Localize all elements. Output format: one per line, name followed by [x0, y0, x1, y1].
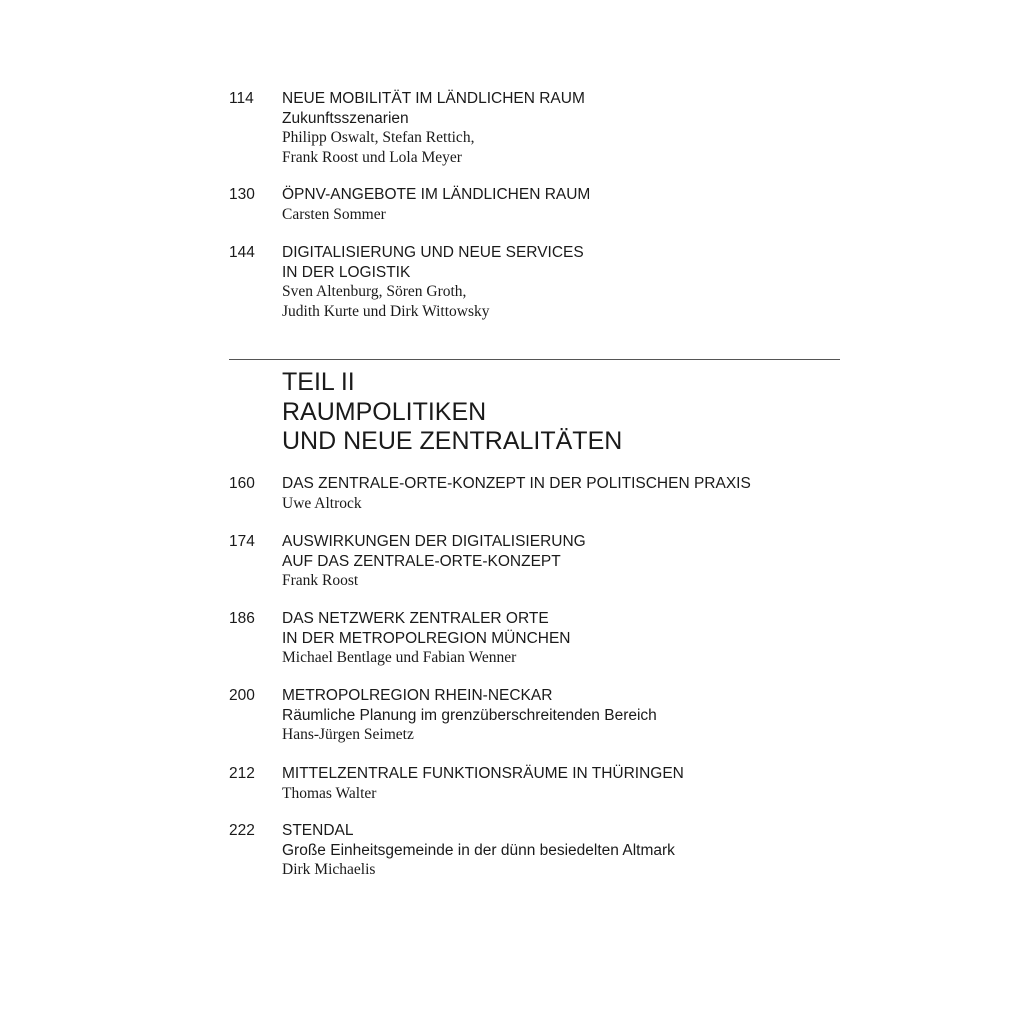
- page-number: 130: [229, 186, 255, 203]
- page-number: 114: [229, 90, 254, 107]
- entry-authors: Frank Roost und Lola Meyer: [282, 148, 462, 166]
- entry-authors: Frank Roost: [282, 572, 359, 589]
- entry-subtitle: Zukunftsszenarien: [282, 109, 409, 127]
- entry-authors: Judith Kurte und Dirk Wittowsky: [282, 302, 490, 320]
- entry-subtitle: Räumliche Planung im grenzüberschreitenden Bereich: [282, 706, 657, 724]
- entry-authors: Michael Bentlage und Fabian Wenner: [282, 649, 517, 666]
- entry-authors: Thomas Walter: [282, 784, 377, 802]
- page-number: 174: [229, 533, 255, 550]
- part-heading-line: TEIL II: [282, 368, 355, 396]
- entry-subtitle: Große Einheitsgemeinde in der dünn besiedelten Altmark: [282, 841, 675, 859]
- page-number: 160: [229, 475, 255, 492]
- page-number: 144: [229, 244, 255, 261]
- page-number: 222: [229, 822, 255, 839]
- entry-title: DAS ZENTRALE-ORTE-KONZEPT IN DER POLITISCHEN PRAXIS: [282, 475, 751, 492]
- part-heading: [282, 368, 622, 457]
- entry-authors: Carsten Sommer: [282, 205, 386, 223]
- entry-title: NEUE MOBILITÄT IM LÄNDLICHEN RAUM: [282, 90, 585, 107]
- entry-title: METROPOLREGION RHEIN-NECKAR: [282, 687, 553, 704]
- part-heading-line: UND NEUE ZENTRALITÄTEN: [282, 427, 623, 455]
- entry-title: DIGITALISIERUNG UND NEUE SERVICES: [282, 244, 584, 261]
- entry-title: STENDAL: [282, 822, 354, 839]
- entry-authors: Uwe Altrock: [282, 494, 362, 512]
- entry-title: ÖPNV-ANGEBOTE IM LÄNDLICHEN RAUM: [282, 186, 591, 203]
- entry-authors: Sven Altenburg, Sören Groth,: [282, 283, 467, 300]
- part-heading-line: RAUMPOLITIKEN: [282, 397, 487, 426]
- page-number: 200: [229, 687, 255, 704]
- entry-authors: Philipp Oswalt, Stefan Rettich,: [282, 129, 475, 146]
- entry-title: MITTELZENTRALE FUNKTIONSRÄUME IN THÜRINGEN: [282, 765, 684, 782]
- entry-title: IN DER LOGISTIK: [282, 263, 411, 281]
- page-number: 212: [229, 765, 255, 782]
- entry-authors: Dirk Michaelis: [282, 861, 376, 878]
- section-divider: [229, 359, 840, 360]
- entry-title: DAS NETZWERK ZENTRALER ORTE: [282, 610, 549, 627]
- entry-title: AUF DAS ZENTRALE-ORTE-KONZEPT: [282, 552, 561, 570]
- page-number: 186: [229, 610, 255, 627]
- entry-title: AUSWIRKUNGEN DER DIGITALISIERUNG: [282, 533, 586, 550]
- entry-authors: Hans-Jürgen Seimetz: [282, 726, 414, 743]
- entry-title: IN DER METROPOLREGION MÜNCHEN: [282, 629, 571, 647]
